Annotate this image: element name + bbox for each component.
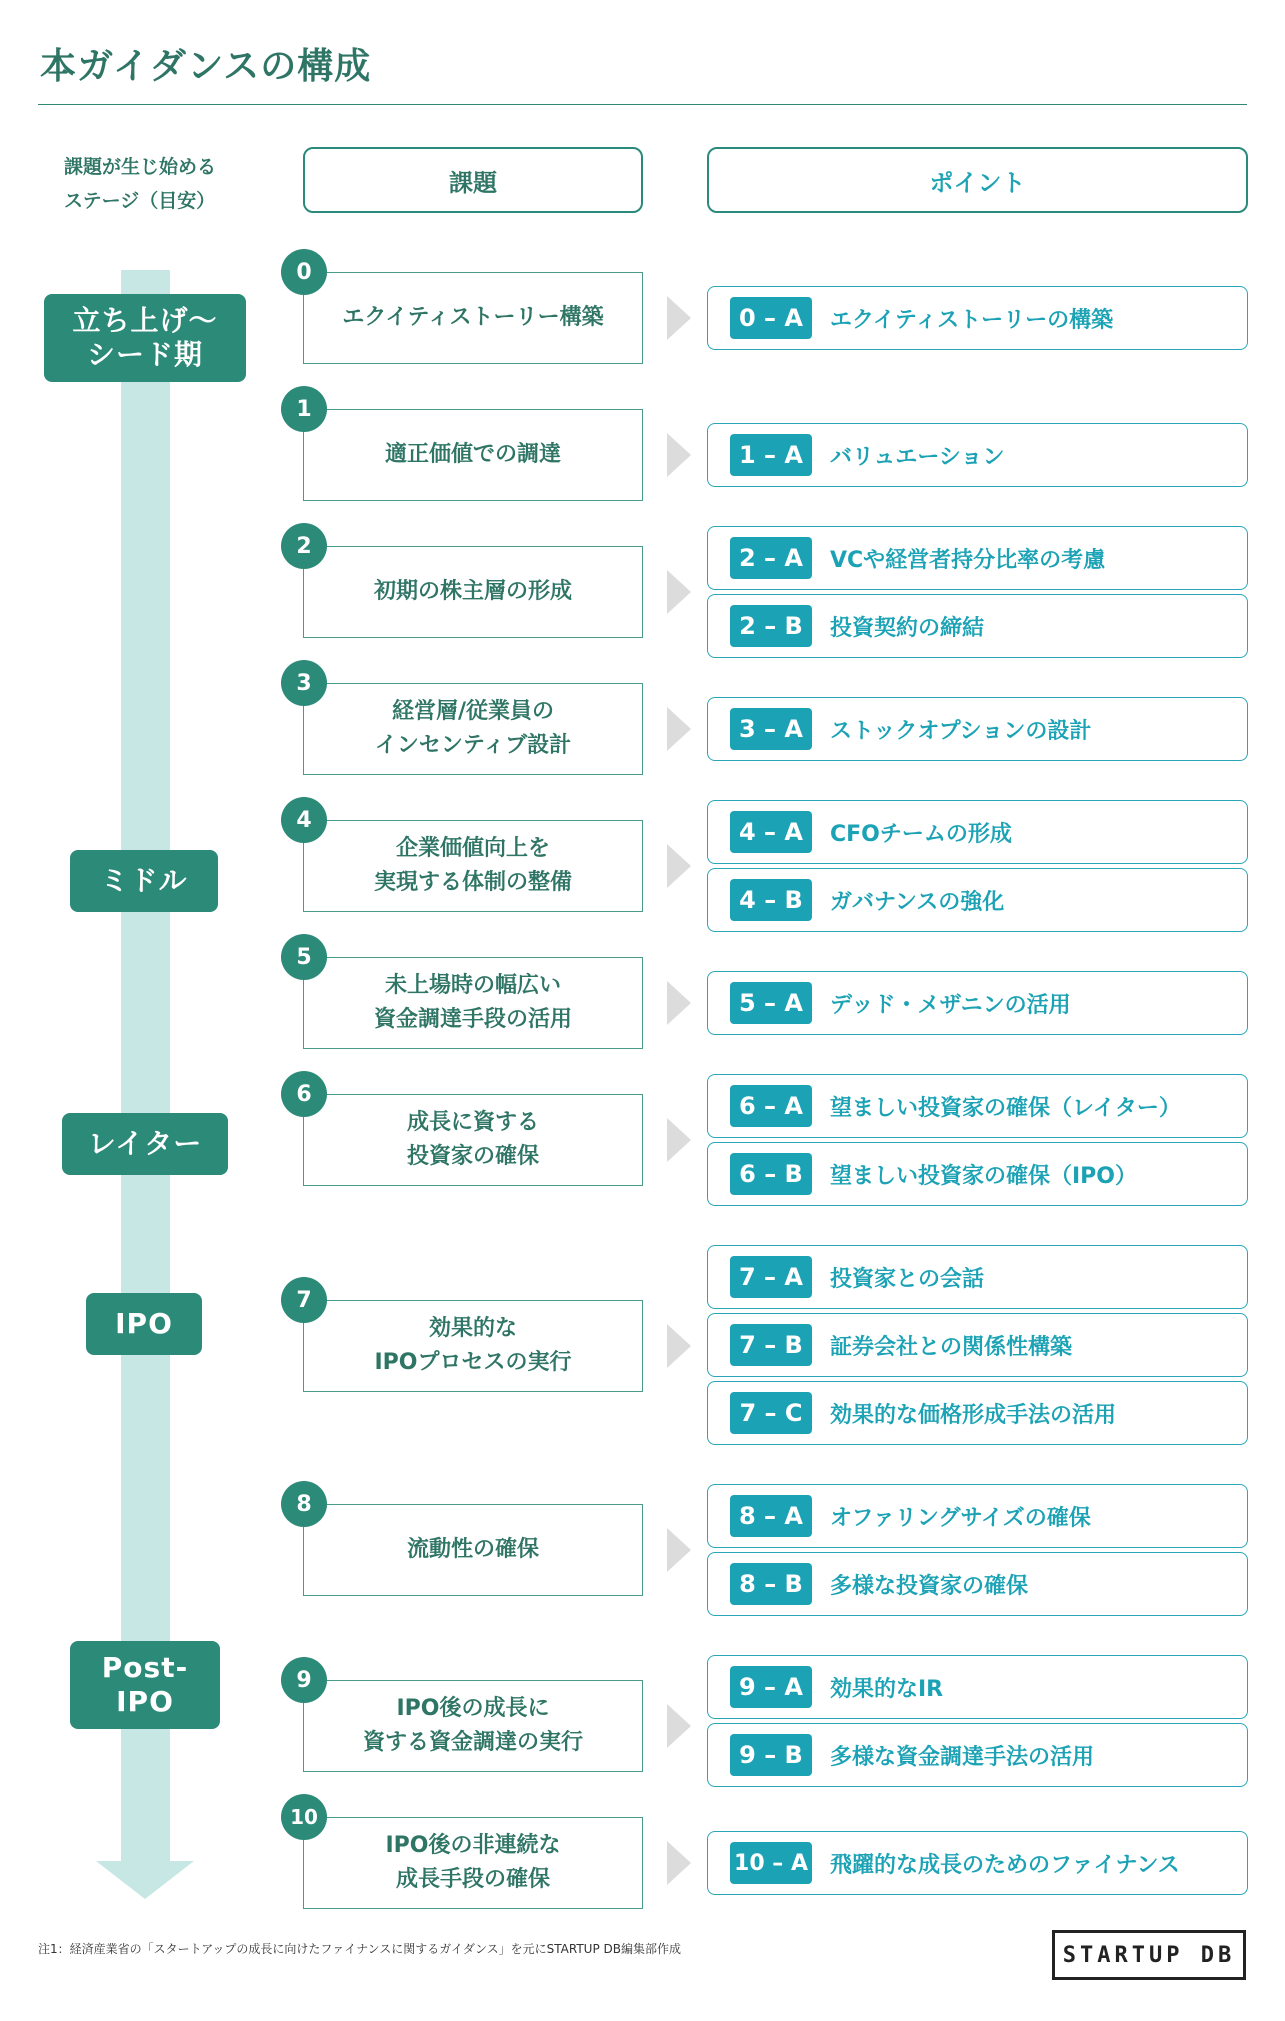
point-text: 効果的なIR (830, 1676, 944, 1702)
chevron-right-icon (667, 981, 691, 1025)
chevron-right-icon (667, 570, 691, 614)
point-text: 多様な資金調達手法の活用 (830, 1744, 1095, 1770)
stage-column-header: 課題が生じ始める ステージ（目安） (64, 156, 217, 212)
chevron-right-icon (667, 1704, 691, 1748)
issue-number: 1 (281, 386, 327, 432)
issue-number: 8 (281, 1481, 327, 1527)
point-item (707, 1484, 1248, 1548)
point-tag: 8 – A (730, 1495, 812, 1537)
point-tag: 0 – A (730, 297, 812, 339)
stage-label-later: レイター (62, 1113, 228, 1175)
issue-box: IPO後の成長に 資する資金調達の実行 (303, 1680, 643, 1772)
point-tag: 8 – B (730, 1563, 812, 1605)
issue-box: 経営層/従業員の インセンティブ設計 (303, 683, 643, 775)
footnote: 注1：経済産業省の「スタートアップの成長に向けたファイナンスに関するガイダンス」を元にSTARTUP DB編集部作成 (38, 1942, 681, 1956)
point-item (707, 868, 1248, 932)
stage-label-middle: ミドル (70, 850, 218, 912)
page-title: 本ガイダンスの構成 (40, 46, 372, 87)
issue-column-header: 課題 (303, 147, 643, 213)
point-text: CFOチームの形成 (830, 821, 1012, 847)
point-item (707, 800, 1248, 864)
chevron-right-icon (667, 707, 691, 751)
stage-label-ipo: IPO (86, 1293, 202, 1355)
point-text: エクイティストーリーの構築 (830, 307, 1114, 333)
issue-box: 企業価値向上を 実現する体制の整備 (303, 820, 643, 912)
point-tag: 6 – B (730, 1153, 812, 1195)
issue-number: 6 (281, 1071, 327, 1117)
issue-box: 適正価値での調達 (303, 409, 643, 501)
point-text: ガバナンスの強化 (830, 889, 1005, 915)
issue-box: 未上場時の幅広い 資金調達手段の活用 (303, 957, 643, 1049)
point-item (707, 1381, 1248, 1445)
point-item (707, 594, 1248, 658)
point-item (707, 1074, 1248, 1138)
point-tag: 4 – A (730, 811, 812, 853)
point-tag: 7 – C (730, 1392, 812, 1434)
issue-box: 初期の株主層の形成 (303, 546, 643, 638)
point-item (707, 1655, 1248, 1719)
point-text: 望ましい投資家の確保（レイター） (830, 1095, 1181, 1121)
point-tag: 7 – A (730, 1256, 812, 1298)
point-text: オファリングサイズの確保 (830, 1505, 1091, 1531)
chevron-right-icon (667, 296, 691, 340)
point-tag: 5 – A (730, 982, 812, 1024)
point-text: ストックオプションの設計 (830, 718, 1092, 744)
title-divider (38, 104, 1247, 105)
issue-box: IPO後の非連続な 成長手段の確保 (303, 1817, 643, 1909)
issue-number: 0 (281, 249, 327, 295)
stage-label-seed: 立ち上げ〜 シード期 (44, 294, 246, 382)
point-tag: 9 – B (730, 1734, 812, 1776)
issue-box: エクイティストーリー構築 (303, 272, 643, 364)
point-item (707, 1313, 1248, 1377)
issue-number: 2 (281, 523, 327, 569)
point-item (707, 526, 1248, 590)
chevron-right-icon (667, 1528, 691, 1572)
issue-number: 5 (281, 934, 327, 980)
point-tag: 9 – A (730, 1666, 812, 1708)
chevron-right-icon (667, 844, 691, 888)
point-item (707, 1723, 1248, 1787)
point-text: 飛躍的な成長のためのファイナンス (830, 1852, 1180, 1878)
point-item (707, 971, 1248, 1035)
point-item (707, 1552, 1248, 1616)
chevron-right-icon (667, 1324, 691, 1368)
point-text: バリュエーション (830, 444, 1005, 470)
point-item (707, 423, 1248, 487)
issue-number: 7 (281, 1277, 327, 1323)
point-tag: 4 – B (730, 879, 812, 921)
point-item (707, 1142, 1248, 1206)
point-item (707, 1831, 1248, 1895)
point-tag: 1 – A (730, 434, 812, 476)
point-column-header: ポイント (707, 147, 1248, 213)
stage-label-post-ipo: Post- IPO (70, 1641, 220, 1729)
issue-number: 10 (281, 1794, 327, 1840)
chevron-right-icon (667, 1118, 691, 1162)
point-text: VCや経営者持分比率の考慮 (830, 547, 1106, 573)
point-tag: 2 – B (730, 605, 812, 647)
point-item (707, 697, 1248, 761)
point-tag: 10 – A (730, 1842, 812, 1884)
point-tag: 2 – A (730, 537, 812, 579)
timeline-arrow-shaft (121, 270, 170, 1861)
point-tag: 7 – B (730, 1324, 812, 1366)
chevron-right-icon (667, 1841, 691, 1885)
chevron-right-icon (667, 433, 691, 477)
point-tag: 3 – A (730, 708, 812, 750)
point-text: デッド・メザニンの活用 (830, 992, 1071, 1018)
issue-number: 4 (281, 797, 327, 843)
point-text: 望ましい投資家の確保（IPO） (830, 1163, 1138, 1189)
issue-number: 3 (281, 660, 327, 706)
timeline-arrow-head (96, 1861, 194, 1899)
point-text: 投資家との会話 (830, 1266, 985, 1292)
point-text: 証券会社との関係性構築 (830, 1334, 1073, 1360)
point-text: 効果的な価格形成手法の活用 (830, 1402, 1117, 1428)
point-item (707, 1245, 1248, 1309)
point-tag: 6 – A (730, 1085, 812, 1127)
point-text: 多様な投資家の確保 (830, 1573, 1029, 1599)
issue-box: 効果的な IPOプロセスの実行 (303, 1300, 643, 1392)
startup-db-logo: STARTUP DB (1052, 1930, 1246, 1980)
issue-number: 9 (281, 1657, 327, 1703)
issue-box: 成長に資する 投資家の確保 (303, 1094, 643, 1186)
point-item (707, 286, 1248, 350)
issue-box: 流動性の確保 (303, 1504, 643, 1596)
point-text: 投資契約の締結 (830, 615, 985, 641)
